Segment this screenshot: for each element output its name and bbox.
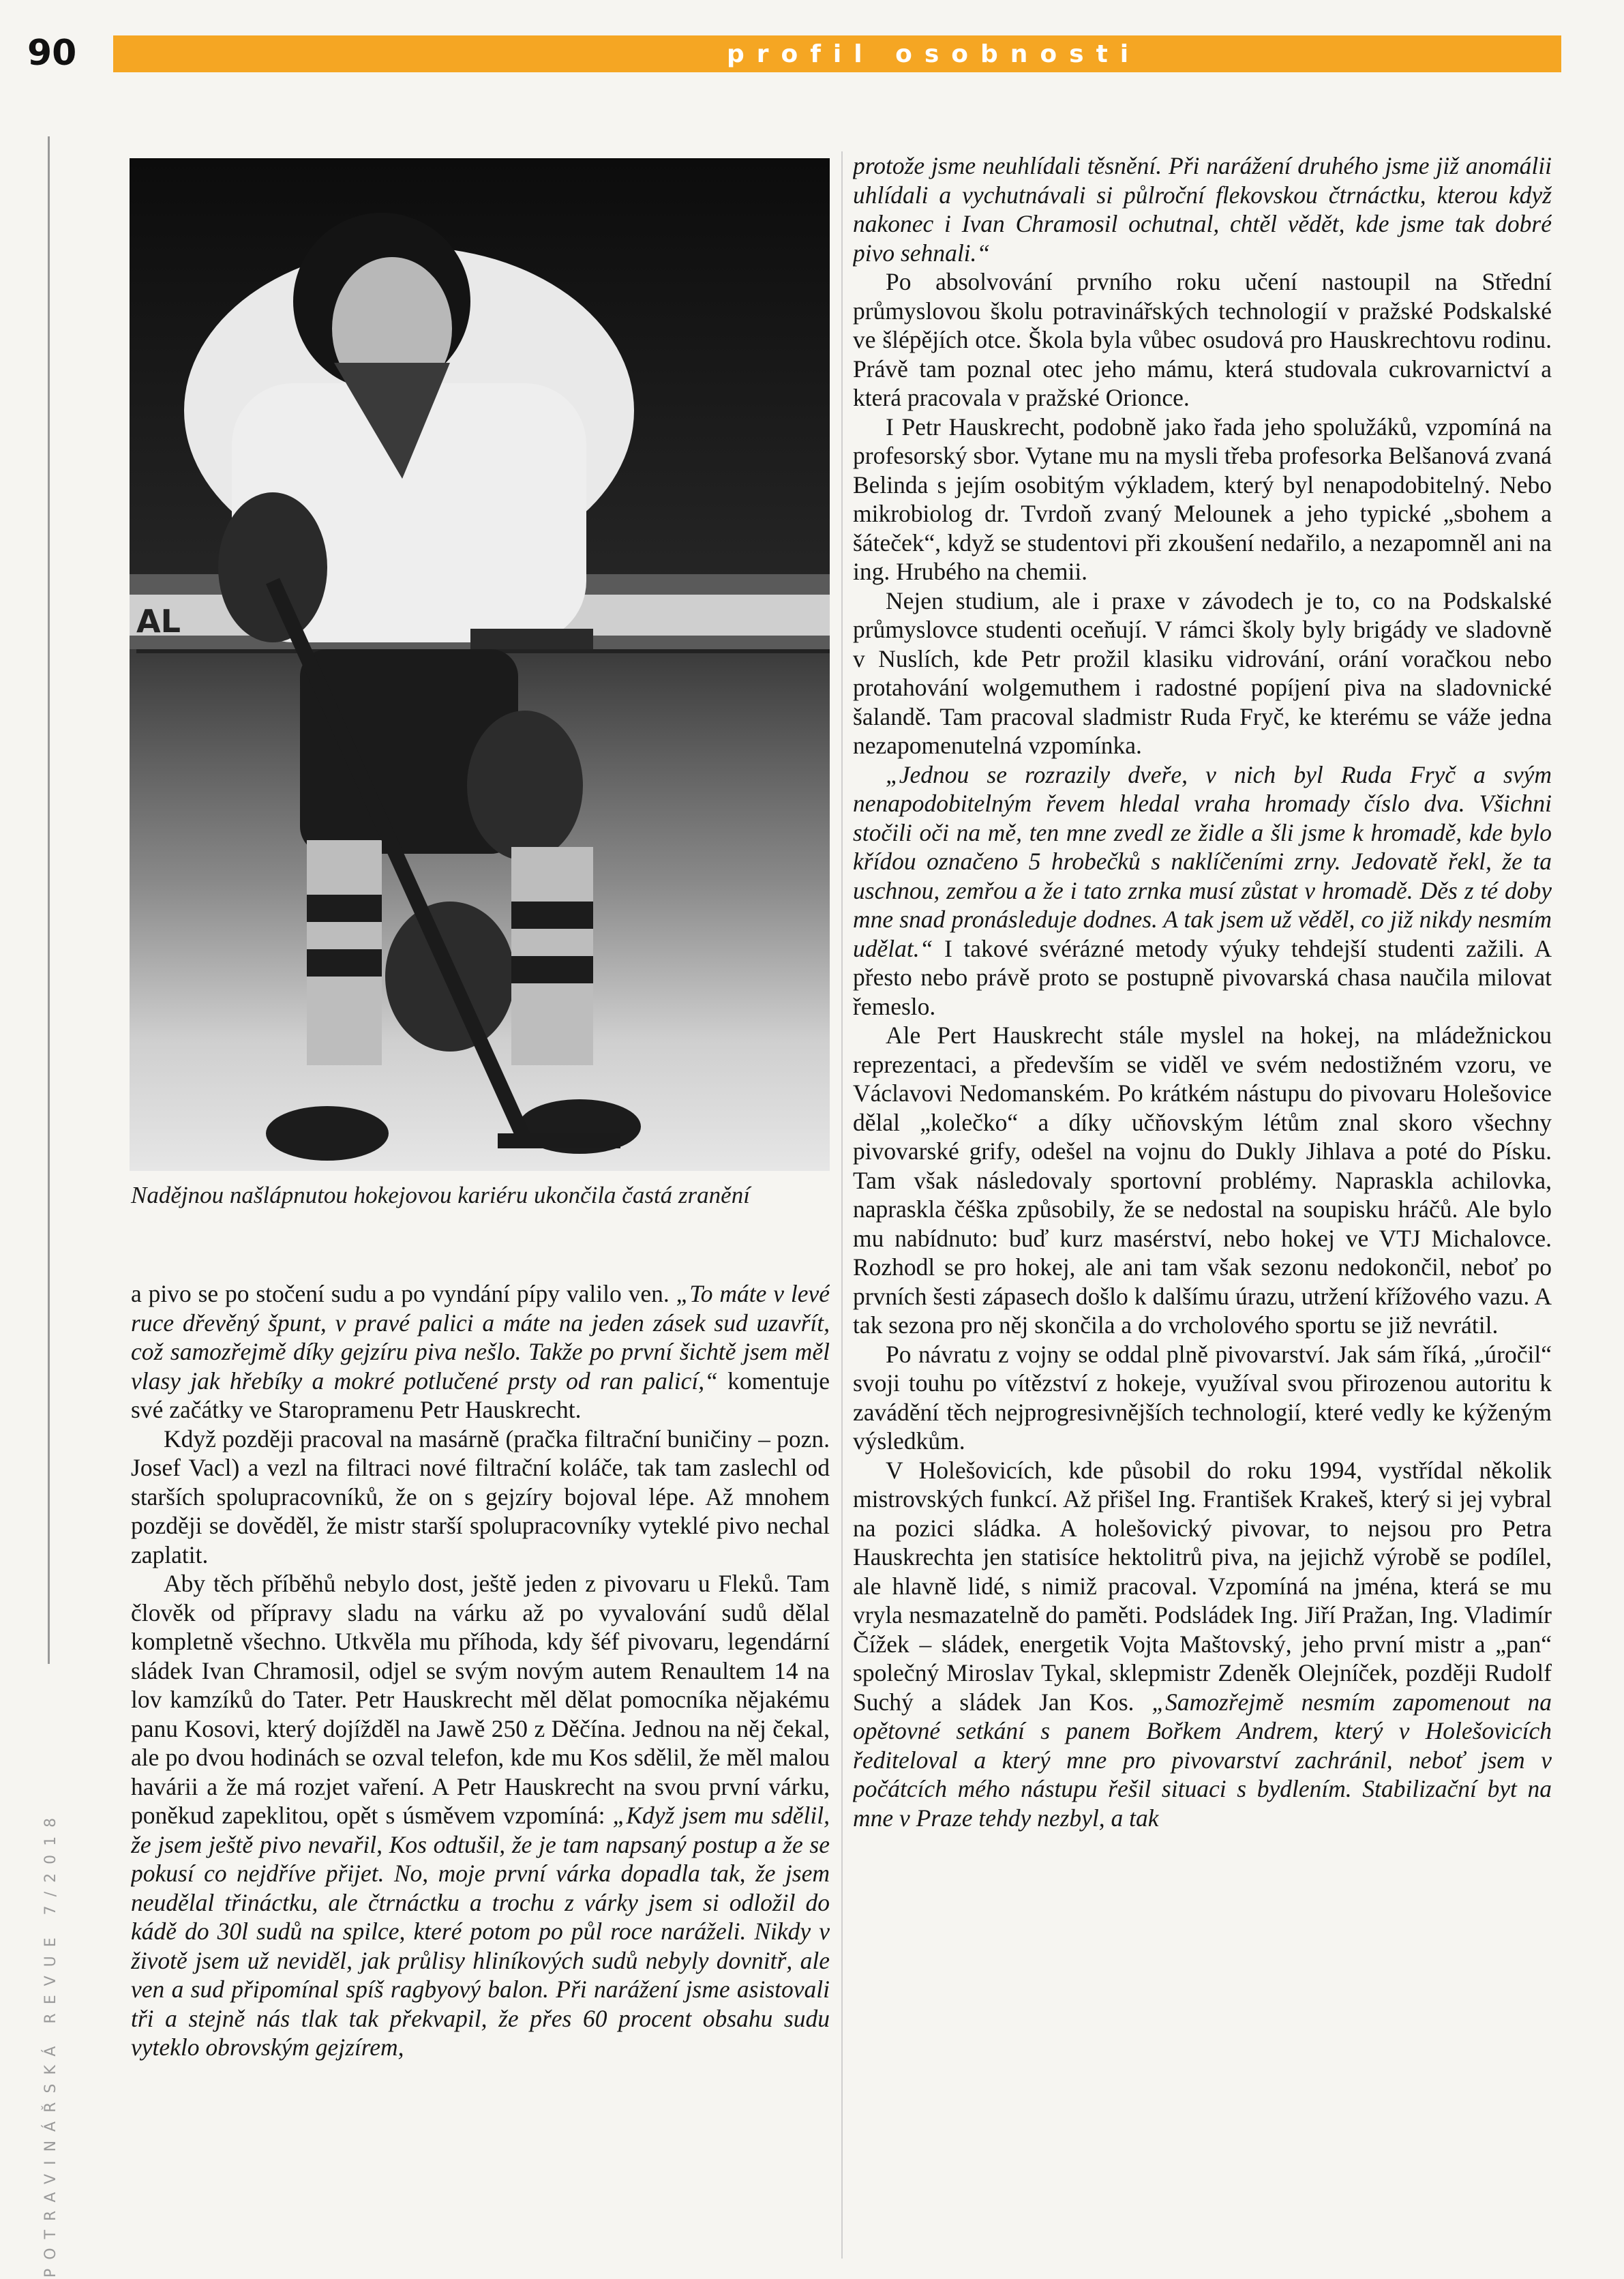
body-text: a pivo se po stočení sudu a po vyndání pípy valilo ven. [131, 1280, 676, 1307]
article-paragraph [853, 151, 1552, 267]
photo-caption: Nadějnou našlápnutou hokejovou kariéru ukončila častá zranění [131, 1182, 750, 1208]
body-text: Aby těch příběhů nebylo dost, ještě jeden z pivovaru u Fleků. Tam člověk od přípravy sladu na várku až po vyvalování sudů dělal kompletně všechno. Utkvěla mu příhoda, kdy šéf pivovaru, legendární sládek Ivan Chramosil, odjel se svým novým autem Renaultem 14 na lov kamzíků do Tater. Petr Hauskrecht měl dělat pomocníka nějakému panu Kosovi, který dojížděl na Jawě 250 z Děčína. Jednou na něj čekal, ale po dvou hodinách se ozval telefon, kde mu Kos sdělil, že měl malou havárii a že má rozjet vaření. A Petr Hauskrecht na svou první várku, poněkud zapeklitou, opět s úsměvem vzpomíná: [131, 1570, 830, 1829]
article-right-column [853, 151, 1552, 2265]
column-divider [841, 151, 843, 2259]
body-text: Nejen studium, ale i praxe v závodech je to, co na Podskalské průmyslovce studenti oceňují. V rámci školy byly brigády ve sladovně v Nuslích, kde Petr prožil klasiku vidrování, orání voračkou nebo protahování wolgemuthem i radostné popíjení piva na sladovnické šalandě. Tam pracoval sladmistr Ruda Fryč, ke kterému se váže jedna nezapomenutelná vzpomínka. [853, 586, 1552, 759]
body-text: Ale Pert Hauskrecht stále myslel na hokej, na mládežnickou reprezentaci, a především se viděl ve svém nedostižném vzoru, ve Václavovi Nedomanském. Po krátkém nástupu do pivovaru Holešovice dělal „kolečko“ a díky učňovským létům znal skoro všechny pivovarské grify, odešel na vojnu do Dukly Jihlava a poté do Písku. Tam však následovaly sportovní problémy. Napraskla achilovka, napraskla čéška způsobily, že se nedostal na soupisku hráčů. Ale bylo mu nabídnuto: buď kurz masérství, nebo hokej ve VTJ Michalovce. Rozhodl se pro hokej, ale ani tam však sezonu nedokončil, neboť po prvních šesti zápasech došlo k dalšímu úrazu, utržení křížového vazu. A tak sezona pro něj skončila a do vrcholového sportu se již nevrátil. [853, 1022, 1552, 1339]
body-text: Když později pracoval na masárně (pračka filtrační buničiny – pozn. Josef Vacl) a vezl na filtraci nové filtrační koláče, tak tam zaslechl od starších spolupracovníků, že on s gejzíry bojoval lépe. Až mnohem později se dověděl, že mistr starší spolupracovníky vyteklé pivo nechal zaplatit. [131, 1425, 830, 1568]
article-paragraph [853, 1021, 1552, 1340]
article-paragraph [131, 1279, 830, 1425]
quote-text: „Když jsem mu sdělil, že jsem ještě pivo nevařil, Kos odtušil, že je tam napsaný postup a že se pokusí co nejdříve přijet. No, moje první várka dopadla tak, že jsem neudělal třináctku, ale čtrnáctku a trochu z várky jsem si odložil do kádě do 30l sudů na spilce, které potom po půl roce naráželi. Nikdy v životě jsem už neviděl, jak průlisy hliníkových sudů nebyly dovnitř, ale ven a sud připomínal spíš ragbyový balon. Při narážení jsme asistovali tři a stejně nás tlak tak překvapil, že přes 60 procent obsahu sudu vyteklo obrovským gejzírem, [131, 1802, 830, 2061]
rink-board-text: AL [136, 603, 181, 640]
body-text: V Holešovicích, kde působil do roku 1994, vystřídal několik mistrovských funkcí. Až přišel Ing. František Krakeš, který si jej vybral na pozici sládka. A holešovický pivovar, to nejsou pro Petra Hauskrechta jen statisíce hektolitrů piva, na jejichž výrobě se podílel, ale hlavně lidé, s nimiž pracoval. Vzpomíná na jména, která se mu vryla nesmazatelně do paměti. Podsládek Ing. Jiří Pražan, Ing. Vladimír Čížek – sládek, energetik Vojta Maštovský, jeho první mistr a „pan“ společný Miroslav Tykal, sklepmistr Zdeněk Olejníček, později Rudolf Suchý a sládek Jan Kos. [853, 1456, 1552, 1716]
quote-text: „Jednou se rozrazily dveře, v nich byl Ruda Fryč a svým nenapodobitelným řevem hledal vraha hromady číslo dva. Všichni stočili oči na mě, ten mne zvedl ze židle a šli jsme k hromadě, kde bylo křídou označeno 5 hrobečků s naklíčeními zrny. Jedovatě řekl, že ta uschnou, zemřou a že i tato zrnka musí zůstat v hromadě. Děs z té doby mne snad pronásleduje dodnes. A tak jsem už věděl, co již nikdy nesmím udělat.“ [853, 760, 1552, 962]
quote-text: protože jsme neuhlídali těsnění. Při narážení druhého jsme již anomálii uhlídali a vychutnávali si půlroční flekovskou čtrnáctku, kterou když nakonec i Ivan Chramosil ochutnal, chtěl vědět, kde jsme tak dobré pivo sehnali.“ [853, 152, 1552, 267]
body-text: komentuje své začátky ve Staropramenu Petr Hauskrecht. [131, 1367, 830, 1423]
hockey-player-photo [130, 158, 830, 1171]
body-text: I takové svérázné metody výuky tehdejší studenti zažili. A přesto nebo právě proto se postupně pivovarská chasa naučila milovat řemeslo. [853, 934, 1552, 1020]
body-text: I Petr Hauskrecht, podobně jako řada jeho spolužáků, vzpomíná na profesorský sbor. Vytane mu na mysli třeba profesorka Belšanová zvaná Belinda s jejím osobitým výkladem, který byl nenapodobitelný. Nebo mikrobiolog dr. Tvrdoň zvaný Melounek a jeho typické „sbohem a šáteček“, když se studentovi při zkoušení nedařilo, a nezapomněl ani na ing. Hrubého na chemii. [853, 413, 1552, 585]
body-text: Po absolvování prvního roku učení nastoupil na Střední průmyslovou školu potravinářských technologií v pražské Podskalské ve šlépějích otce. Škola byla vůbec osudová pro Hauskrechtovu rodinu. Právě tam poznal otec jeho mámu, která studovala cukrovarnictví a která pracovala v pražské Orionce. [853, 268, 1552, 411]
section-title: profil osobnosti [727, 40, 1141, 68]
article-paragraph [131, 1425, 830, 1570]
article-paragraph [853, 1340, 1552, 1456]
article-paragraph [853, 586, 1552, 760]
page-number: 90 [27, 33, 77, 74]
section-header-bar [113, 35, 1561, 72]
body-text: Po návratu z vojny se oddal plně pivovarství. Jak sám říká, „úročil“ svoji touhu po vítězství z hokeje, využíval svou přirozenou autoritu k zavádění těch nejprogresivnějších technologií, které vedly ke kýženým výsledkům. [853, 1340, 1552, 1455]
quote-text: „To máte v levé ruce dřevěný špunt, v pravé palici a máte na jeden zásek sud uzavřít, což samozřejmě díky gejzíru piva nešlo. Takže po první šichtě jsem měl vlasy jak hřebíky a mokré potlučené prsty od ran palicí,“ [131, 1280, 830, 1395]
article-paragraph [131, 1569, 830, 2062]
article-paragraph [853, 1456, 1552, 1833]
quote-text: „Samozřejmě nesmím zapomenout na opětovné setkání s panem Bořkem Andrem, který v Holešovicích řediteloval a který mne pro pivovarství zachránil, neboť jsem v počátcích mého nástupu řešil situaci s bydlením. Stabilizační byt na mne v Praze tehdy nezbyl, a tak [853, 1688, 1552, 1832]
article-paragraph [853, 413, 1552, 586]
magazine-issue-label: POTRAVINÁŘSKÁ REVUE 7/2018 [42, 1808, 59, 2278]
side-divider [48, 136, 50, 1664]
article-left-column [131, 1279, 830, 2261]
article-paragraph [853, 760, 1552, 1022]
article-paragraph [853, 267, 1552, 413]
